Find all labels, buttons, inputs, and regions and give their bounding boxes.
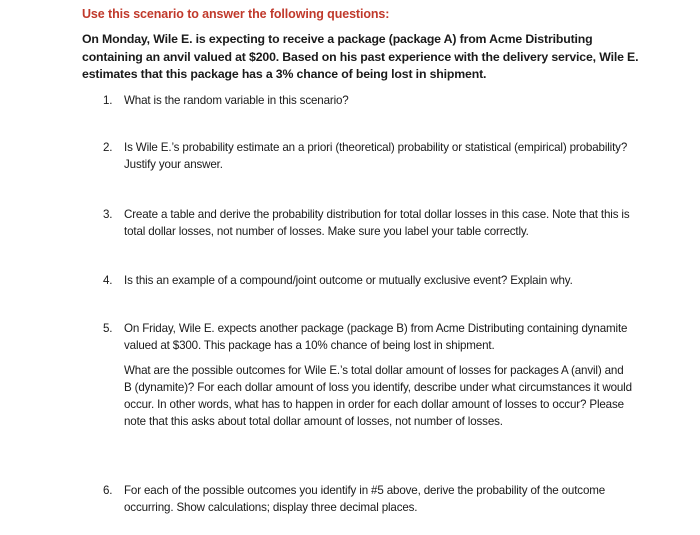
question-6 xyxy=(103,482,633,516)
question-5 xyxy=(103,320,633,430)
question-number: 5. xyxy=(103,322,113,335)
instructions-heading: Use this scenario to answer the following questions: xyxy=(82,7,390,21)
question-number: 4. xyxy=(103,274,113,287)
question-text: On Friday, Wile E. expects another package (package B) from Acme Distributing containing dynamite valued at $300. This package has a 10% chance of being lost in shipment. xyxy=(124,322,628,352)
question-text: Create a table and derive the probability distribution for total dollar losses in this case. Note that this is total dollar losses, not number of losses. Make sure you label your table correctly. xyxy=(124,208,630,238)
question-3 xyxy=(103,206,633,240)
question-number: 6. xyxy=(103,484,113,497)
question-number: 3. xyxy=(103,208,113,221)
question-number: 2. xyxy=(103,141,113,154)
question-text: What is the random variable in this scenario? xyxy=(124,94,349,107)
question-text-followup: What are the possible outcomes for Wile E.’s total dollar amount of losses for packages A (anvil) and B (dynamite)? For each dollar amount of loss you identify, describe under what circumstances it would occur. In other words, what has to happen in order for each dollar amount of losses to occur? Please note that this asks about total dollar amount of losses, not number of losses. xyxy=(124,364,632,428)
question-4 xyxy=(103,272,633,289)
question-text: Is Wile E.’s probability estimate an a priori (theoretical) probability or statistical (empirical) probability? Justify your answer. xyxy=(124,141,628,171)
question-1 xyxy=(103,92,633,109)
question-text: Is this an example of a compound/joint outcome or mutually exclusive event? Explain why. xyxy=(124,274,573,287)
question-2 xyxy=(103,139,633,173)
scenario-paragraph: On Monday, Wile E. is expecting to receive a package (package A) from Acme Distributing containing an anvil valued at $200. Based on his past experience with the delivery service, Wile E. estimates that this package has a 3% chance of being lost in shipment. xyxy=(82,32,639,81)
question-text: For each of the possible outcomes you identify in #5 above, derive the probability of the outcome occurring. Show calculations; display three decimal places. xyxy=(124,484,606,514)
question-number: 1. xyxy=(103,94,113,107)
